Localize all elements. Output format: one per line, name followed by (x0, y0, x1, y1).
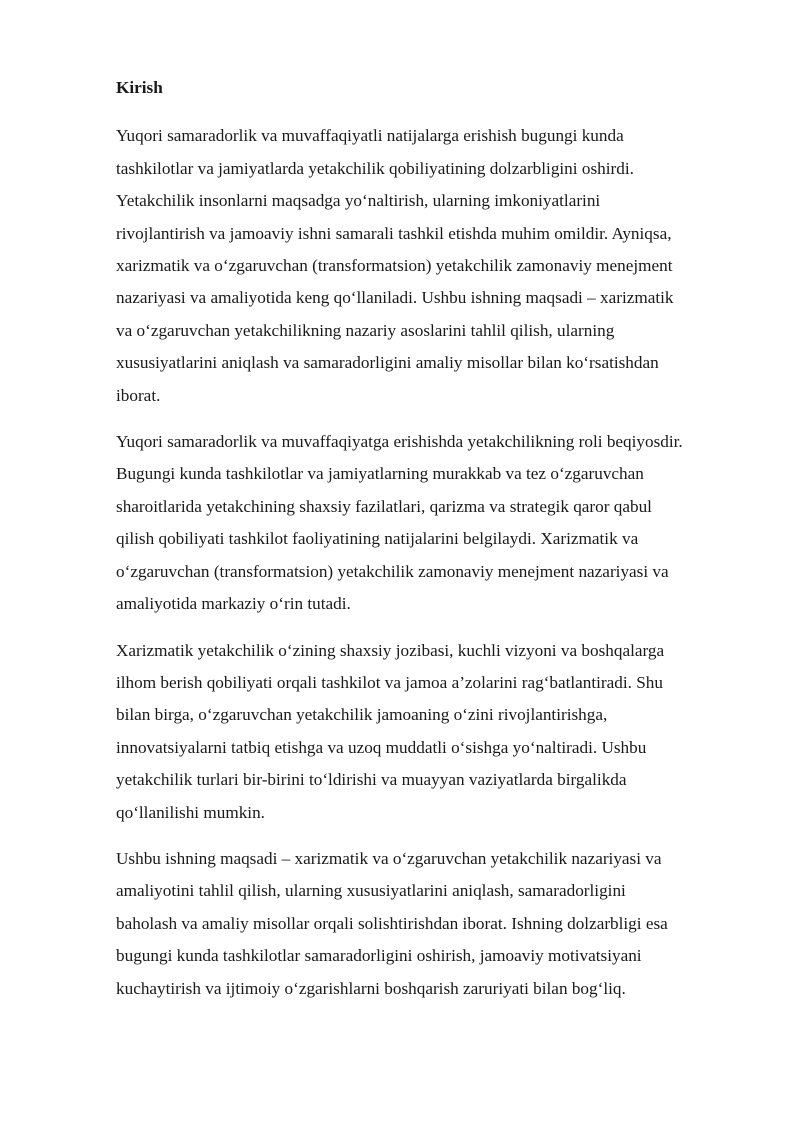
text-line: tashkilotlar va jamiyatlarda yetakchilik qobiliyatining dolzarbligini oshirdi. (116, 158, 634, 178)
text-line: rivojlantirish va jamoaviy ishni samarali tashkil etishda muhim omildir. Ayniqsa, (116, 223, 672, 243)
paragraph-list (116, 120, 744, 1005)
text-line: innovatsiyalarni tatbiq etishga va uzoq muddatli o‘sishga yo‘naltiradi. Ushbu (116, 737, 647, 757)
text-line: Yuqori samaradorlik va muvaffaqiyatli natijalarga erishish bugungi kunda (116, 126, 624, 146)
text-line: bilan birga, o‘zgaruvchan yetakchilik jamoaning o‘zini rivojlantirishga, (116, 705, 608, 725)
text-line: ilhom berish qobiliyati orqali tashkilot va jamoa a’zolarini rag‘batlantiradi. Shu (116, 672, 663, 692)
document-page (116, 72, 744, 1019)
section-heading: Kirish (116, 78, 163, 97)
text-line: iborat. (116, 385, 161, 405)
text-line: baholash va amaliy misollar orqali solishtirishdan iborat. Ishning dolzarbligi esa (116, 913, 668, 933)
text-line: nazariyasi va amaliyotida keng qo‘llaniladi. Ushbu ishning maqsadi – xarizmatik (116, 288, 674, 308)
paragraph-4 (116, 843, 744, 1005)
text-line: o‘zgaruvchan (transformatsion) yetakchilik zamonaviy menejment nazariyasi va (116, 561, 669, 581)
paragraph-1 (116, 120, 744, 412)
text-line: Yetakchilik insonlarni maqsadga yo‘naltirish, ularning imkoniyatlarini (116, 191, 601, 211)
text-line: va o‘zgaruvchan yetakchilikning nazariy asoslarini tahlil qilish, ularning (116, 320, 615, 340)
text-line: yetakchilik turlari bir-birini to‘ldirishi va muayyan vaziyatlarda birgalikda (116, 770, 627, 790)
text-line: sharoitlarida yetakchining shaxsiy fazilatlari, qarizma va strategik qaror qabul (116, 496, 652, 516)
text-line: kuchaytirish va ijtimoiy o‘zgarishlarni boshqarish zaruriyati bilan bog‘liq. (116, 978, 626, 998)
text-line: Bugungi kunda tashkilotlar va jamiyatlarning murakkab va tez o‘zgaruvchan (116, 464, 644, 484)
paragraph-2 (116, 426, 744, 620)
text-line: xususiyatlarini aniqlash va samaradorligini amaliy misollar bilan ko‘rsatishdan (116, 353, 659, 373)
text-line: amaliyotida markaziy o‘rin tutadi. (116, 594, 351, 614)
text-line: qo‘llanilishi mumkin. (116, 802, 265, 822)
text-line: Yuqori samaradorlik va muvaffaqiyatga erishishda yetakchilikning roli beqiyosdir. (116, 432, 683, 452)
paragraph-3 (116, 635, 744, 829)
text-line: xarizmatik va o‘zgaruvchan (transformatsion) yetakchilik zamonaviy menejment (116, 256, 673, 276)
text-line: Ushbu ishning maqsadi – xarizmatik va o‘zgaruvchan yetakchilik nazariyasi va (116, 848, 662, 868)
text-line: amaliyotini tahlil qilish, ularning xususiyatlarini aniqlash, samaradorligini (116, 881, 626, 901)
text-line: bugungi kunda tashkilotlar samaradorligini oshirish, jamoaviy motivatsiyani (116, 946, 642, 966)
text-line: qilish qobiliyati tashkilot faoliyatining natijalarini belgilaydi. Xarizmatik va (116, 529, 639, 549)
text-line: Xarizmatik yetakchilik o‘zining shaxsiy jozibasi, kuchli vizyoni va boshqalarga (116, 640, 665, 660)
